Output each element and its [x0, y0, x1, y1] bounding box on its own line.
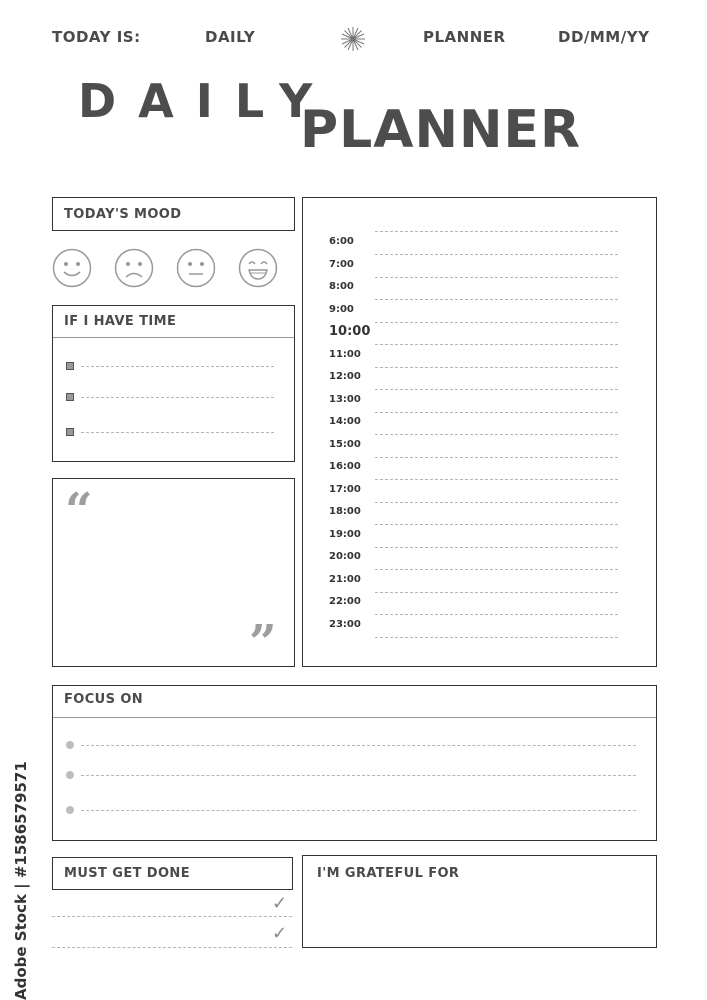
schedule-top-line: [375, 231, 618, 232]
time-label: 22:00: [329, 596, 361, 607]
today-is-label: TODAY IS:: [52, 28, 141, 46]
write-line[interactable]: [81, 775, 636, 776]
schedule-box: [302, 197, 657, 667]
open-quote-icon: “: [65, 483, 93, 539]
write-line[interactable]: [52, 947, 292, 948]
schedule-line[interactable]: [375, 524, 618, 525]
check-icon[interactable]: ✓: [272, 923, 288, 944]
date-format-label: DD/MM/YY: [558, 28, 650, 46]
grateful-box[interactable]: [302, 855, 657, 948]
check-icon[interactable]: ✓: [272, 893, 288, 914]
sad-face-icon[interactable]: [114, 248, 154, 292]
schedule-line[interactable]: [375, 277, 618, 278]
title-daily: DAILY: [78, 74, 335, 128]
bullet-dot: [66, 741, 74, 749]
schedule-line[interactable]: [375, 502, 618, 503]
schedule-line[interactable]: [375, 479, 618, 480]
time-label: 17:00: [329, 483, 361, 495]
schedule-line[interactable]: [375, 254, 618, 255]
focus-on-title: FOCUS ON: [64, 692, 144, 707]
write-line[interactable]: [52, 916, 292, 917]
schedule-line[interactable]: [375, 389, 618, 390]
write-line[interactable]: [81, 745, 636, 746]
schedule-line[interactable]: [375, 367, 618, 368]
grateful-title: I'M GRATEFUL FOR: [317, 866, 460, 881]
time-label: 16:00: [329, 461, 361, 472]
write-line[interactable]: [81, 397, 274, 398]
schedule-line[interactable]: [375, 637, 618, 638]
schedule-line[interactable]: [375, 614, 618, 615]
checkbox-square[interactable]: [66, 428, 74, 436]
write-line[interactable]: [81, 810, 636, 811]
write-line[interactable]: [81, 366, 274, 367]
time-label: 11:00: [329, 348, 361, 360]
time-label: 15:00: [329, 438, 361, 450]
time-label: 6:00: [329, 236, 354, 247]
schedule-line[interactable]: [375, 322, 618, 323]
schedule-line[interactable]: [375, 547, 618, 548]
close-quote-icon: ”: [249, 615, 277, 671]
time-label: 23:00: [329, 618, 361, 630]
grinning-face-icon[interactable]: [238, 248, 278, 292]
bullet-dot: [66, 806, 74, 814]
if-i-have-time-title: IF I HAVE TIME: [64, 314, 177, 329]
time-label: 12:00: [329, 371, 361, 382]
schedule-line[interactable]: [375, 569, 618, 570]
must-get-done-box: [52, 857, 293, 890]
time-label: 9:00: [329, 303, 354, 315]
todays-mood-box: [52, 197, 295, 231]
schedule-line[interactable]: [375, 592, 618, 593]
time-label: 19:00: [329, 528, 361, 540]
time-label: 20:00: [329, 551, 361, 562]
sunburst-icon: [340, 26, 366, 52]
schedule-line[interactable]: [375, 344, 618, 345]
time-label: 10:00: [329, 324, 371, 339]
time-label: 7:00: [329, 258, 354, 270]
schedule-line[interactable]: [375, 457, 618, 458]
time-label: 18:00: [329, 506, 361, 517]
checkbox-square[interactable]: [66, 362, 74, 370]
header-daily-label: DAILY: [205, 28, 256, 46]
focus-on-box: [52, 685, 657, 841]
write-line[interactable]: [81, 432, 274, 433]
bullet-dot: [66, 771, 74, 779]
divider: [53, 337, 294, 338]
time-label: 13:00: [329, 393, 361, 405]
time-label: 8:00: [329, 281, 354, 292]
neutral-face-icon[interactable]: [176, 248, 216, 292]
happy-face-icon[interactable]: [52, 248, 92, 292]
checkbox-square[interactable]: [66, 393, 74, 401]
schedule-line[interactable]: [375, 299, 618, 300]
schedule-line[interactable]: [375, 412, 618, 413]
time-label: 14:00: [329, 416, 361, 427]
if-i-have-time-box: [52, 305, 295, 462]
header-planner-label: PLANNER: [423, 28, 506, 46]
time-label: 21:00: [329, 573, 361, 585]
title-planner: PLANNER: [300, 100, 582, 160]
schedule-line[interactable]: [375, 434, 618, 435]
quote-box[interactable]: [52, 478, 295, 671]
todays-mood-title: TODAY'S MOOD: [64, 207, 182, 222]
must-get-done-title: MUST GET DONE: [64, 866, 190, 881]
divider: [53, 717, 656, 718]
watermark-text: Adobe Stock | #1586579571: [12, 761, 30, 1000]
